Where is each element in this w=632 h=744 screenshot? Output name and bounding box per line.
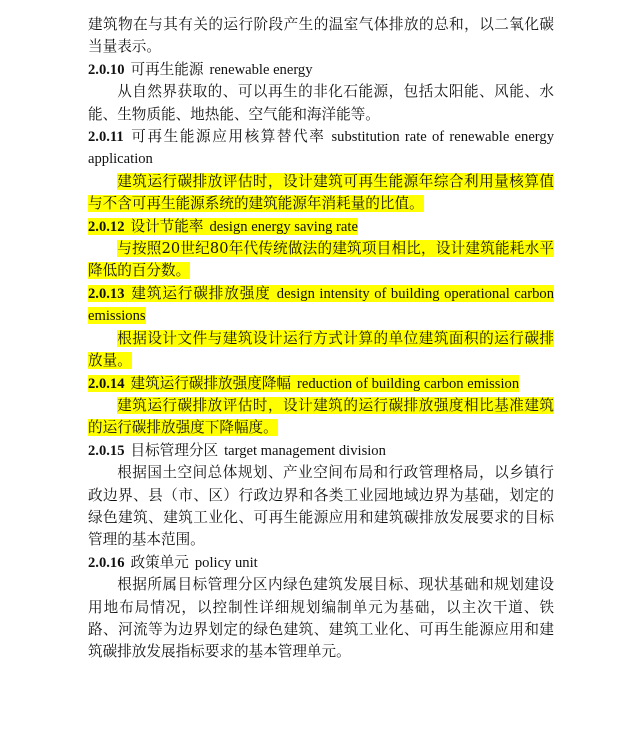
term-2-0-12	[88, 216, 554, 238]
definition-text: 建筑物在与其有关的运行阶段产生的温室气体排放的总和，以二氧化碳当量表示。	[88, 16, 554, 56]
term-2-0-10	[88, 59, 554, 81]
term-2-0-11	[88, 126, 554, 171]
definition-2-0-9-continued	[88, 14, 554, 59]
term-chinese: 设计节能率	[130, 217, 204, 235]
highlighted-definition-text: 与按照20世纪80年代传统做法的建筑项目相比，设计建筑能耗水平降低的百分数。	[88, 240, 554, 280]
term-english: substitution rate of renewable energy application	[88, 129, 554, 168]
term-english: policy unit	[194, 554, 258, 571]
definition-text: 从自然界获取的、可以再生的非化石能源，包括太阳能、风能、水能、生物质能、地热能、空气能和海洋能等。	[88, 83, 554, 123]
term-chinese: 目标管理分区	[130, 441, 219, 459]
term-number: 2.0.15	[88, 442, 125, 459]
term-number: 2.0.11	[88, 129, 124, 146]
definition-2-0-13	[88, 328, 554, 373]
term-number: 2.0.10	[88, 61, 125, 78]
highlighted-term-line	[88, 375, 519, 392]
definition-2-0-12	[88, 238, 554, 283]
highlighted-definition-text: 建筑运行碳排放评估时，设计建筑可再生能源年综合利用量核算值与不含可再生能源系统的建筑能源年消耗量的比值。	[88, 172, 554, 213]
term-english: renewable energy	[209, 61, 313, 78]
term-english: design intensity of building operational carbon emissions	[88, 285, 554, 325]
term-2-0-13	[88, 283, 554, 328]
term-number: 2.0.14	[88, 375, 125, 392]
definition-2-0-10	[88, 81, 554, 126]
term-chinese: 可再生能源	[130, 60, 204, 78]
term-english: design energy saving rate	[209, 218, 358, 235]
highlighted-term-line	[88, 285, 554, 324]
term-chinese: 建筑运行碳排放强度	[130, 284, 271, 302]
term-chinese: 政策单元	[130, 553, 189, 571]
term-number: 2.0.16	[88, 554, 125, 571]
highlighted-term-line	[88, 218, 358, 235]
term-english: target management division	[224, 442, 386, 459]
term-number: 2.0.13	[88, 285, 125, 302]
term-2-0-15	[88, 440, 554, 462]
definition-2-0-15	[88, 462, 554, 552]
highlighted-definition-text: 建筑运行碳排放评估时，设计建筑的运行碳排放强度相比基准建筑的运行碳排放强度下降幅度。	[88, 396, 554, 437]
definition-2-0-11	[88, 171, 554, 216]
definition-text: 根据国土空间总体规划、产业空间布局和行政管理格局，以乡镇行政边界、县（市、区）行政边界和各类工业园地域边界为基础，划定的绿色建筑、建筑工业化、可再生能源应用和建筑碳排放发展要求的目标管理的基本范围。	[88, 464, 554, 549]
term-2-0-16	[88, 552, 554, 574]
term-chinese: 可再生能源应用核算替代率	[129, 128, 326, 146]
term-chinese: 建筑运行碳排放强度降幅	[130, 374, 292, 392]
definition-2-0-16	[88, 574, 554, 664]
term-2-0-14	[88, 373, 554, 395]
highlighted-definition-text: 根据设计文件与建筑设计运行方式计算的单位建筑面积的运行碳排放量。	[88, 329, 554, 370]
definition-text: 根据所属目标管理分区内绿色建筑发展目标、现状基础和规划建设用地布局情况，以控制性详细规划编制单元为基础，以主次干道、铁路、河流等为边界划定的绿色建筑、建筑工业化、可再生能源应用和建筑碳排放发展指标要求的基本管理单元。	[88, 576, 554, 661]
document-page	[88, 14, 554, 664]
term-english: reduction of building carbon emission	[297, 375, 520, 392]
definition-2-0-14	[88, 395, 554, 440]
term-number: 2.0.12	[88, 218, 125, 235]
